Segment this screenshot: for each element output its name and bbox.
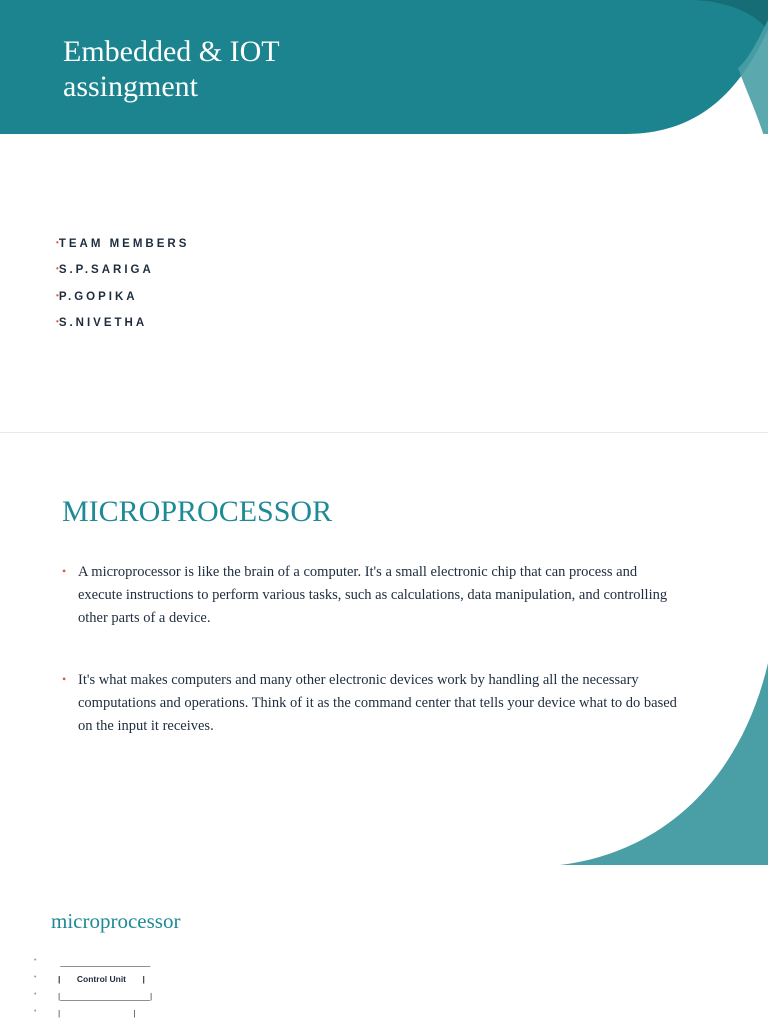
- title-line-2: assingment: [63, 70, 198, 103]
- slide-microprocessor: [0, 433, 768, 865]
- bullet-text: It's what makes computers and many other electronic devices work by handling all the necessary computations and operations. Think of it as the command center that tells your device what to do based on the input it receives.: [78, 672, 677, 734]
- definition-list: [62, 561, 682, 777]
- member-name: S.P.SARIGA: [58, 264, 154, 277]
- slide-title: [0, 0, 768, 433]
- slide-title-text: [63, 34, 280, 104]
- list-item: [56, 315, 189, 341]
- bullet-icon: •: [56, 238, 59, 247]
- diagram-line: | Control Unit |: [58, 974, 145, 984]
- bullet-icon: •: [56, 290, 59, 300]
- bullet-icon: •: [56, 264, 59, 274]
- list-item: [62, 561, 682, 630]
- slide-diagram: [0, 866, 768, 1024]
- bullet-icon: •: [34, 957, 37, 964]
- section-heading: MICROPROCESSOR: [62, 495, 333, 528]
- diagram-line: |___________________|: [58, 991, 153, 1001]
- member-name: P.GOPIKA: [58, 290, 138, 303]
- list-item: [56, 289, 189, 315]
- bullet-text: A microprocessor is like the brain of a computer. It's a small electronic chip that can process and execute instructions to perform various tasks, such as calculations, data manipulation, and controlling other parts of a device.: [78, 564, 668, 626]
- member-label: TEAM MEMBERS: [58, 238, 190, 250]
- section-heading: microprocessor: [51, 909, 181, 933]
- title-line-1: Embedded & IOT: [63, 35, 280, 68]
- diagram-line: | |: [58, 1008, 136, 1018]
- team-members-list: [56, 236, 189, 341]
- diagram-line: ___________________: [58, 957, 151, 967]
- bullet-icon: •: [62, 672, 67, 686]
- bullet-icon: •: [62, 564, 67, 578]
- bullet-icon: •: [34, 974, 37, 981]
- member-name: S.NIVETHA: [58, 316, 148, 329]
- list-item: [56, 262, 189, 288]
- bullet-icon: •: [56, 316, 59, 326]
- bullet-icon: •: [34, 1008, 37, 1015]
- list-item: [62, 669, 682, 738]
- list-item: [56, 236, 189, 262]
- bullet-icon: •: [34, 991, 37, 998]
